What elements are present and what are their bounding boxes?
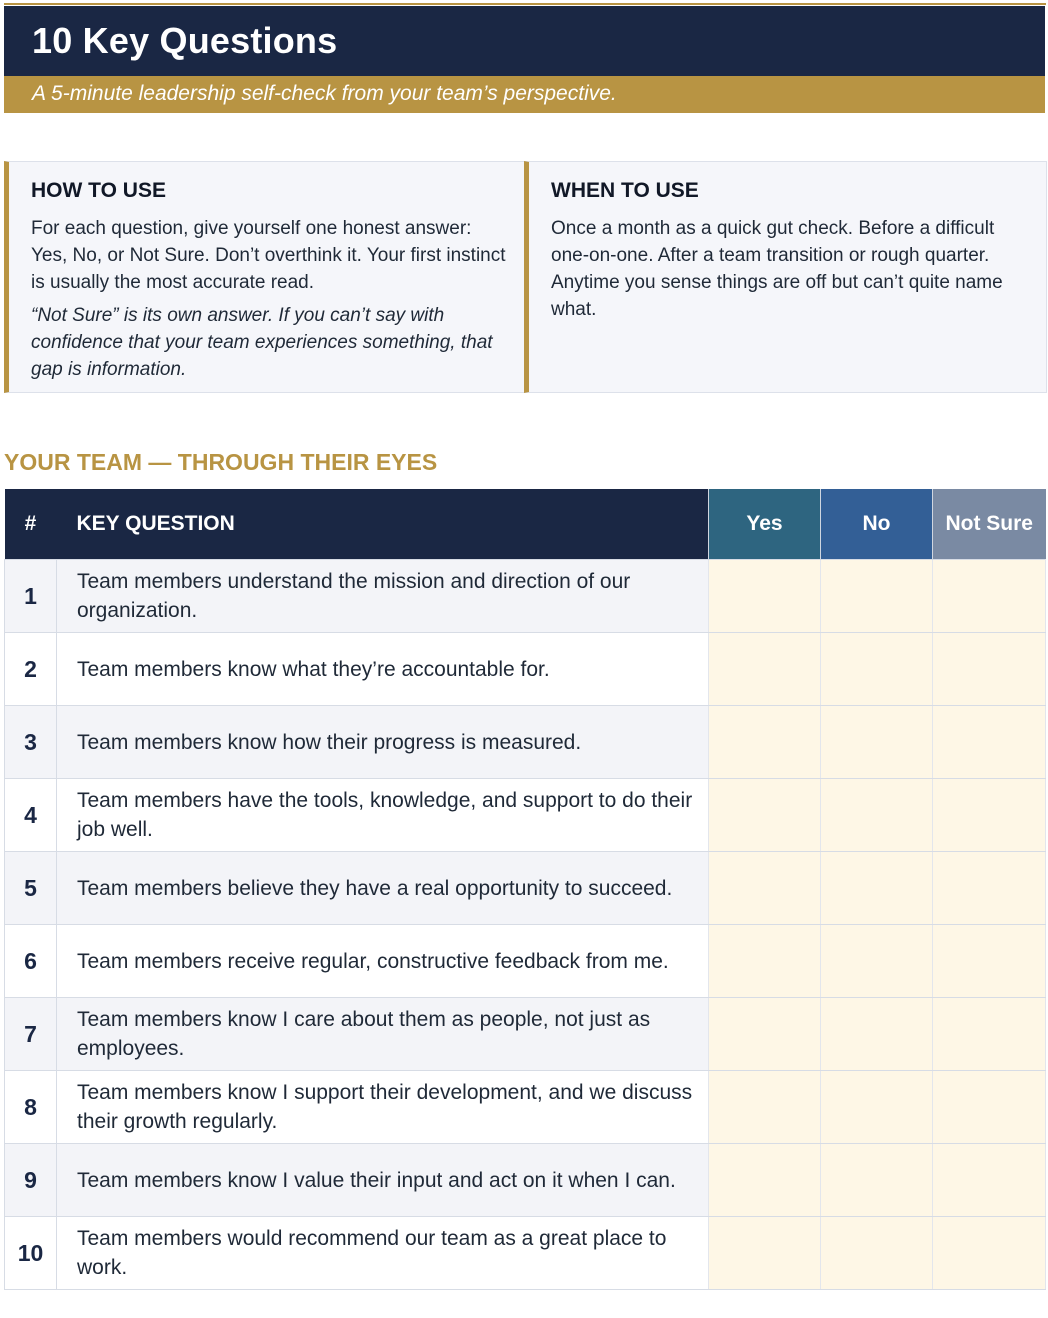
answer-no-cell[interactable]	[821, 560, 933, 633]
page-subtitle: A 5-minute leadership self-check from your team’s perspective.	[32, 82, 617, 105]
row-question: Team members know how their progress is measured.	[57, 706, 709, 779]
row-number: 2	[5, 633, 57, 706]
answer-yes-cell[interactable]	[709, 706, 821, 779]
answer-no-cell[interactable]	[821, 998, 933, 1071]
answer-not-sure-cell[interactable]	[933, 1071, 1046, 1144]
subtitle-bar	[4, 76, 1045, 113]
table-row	[5, 998, 1046, 1071]
table-row	[5, 925, 1046, 998]
when-to-use-body: Once a month as a quick gut check. Before a difficult one-on-one. After a team transition or rough quarter. Anytime you sense things are off but can’t quite name what.	[551, 218, 1003, 320]
how-to-use-heading: HOW TO USE	[31, 179, 166, 202]
table-row	[5, 852, 1046, 925]
how-to-use-card	[4, 161, 526, 393]
answer-no-cell[interactable]	[821, 706, 933, 779]
answer-no-cell[interactable]	[821, 1217, 933, 1290]
answer-yes-cell[interactable]	[709, 925, 821, 998]
row-question: Team members would recommend our team as a great place to work.	[57, 1217, 709, 1290]
answer-no-cell[interactable]	[821, 925, 933, 998]
answer-yes-cell[interactable]	[709, 1071, 821, 1144]
title-banner	[4, 6, 1045, 76]
row-question: Team members have the tools, knowledge, and support to do their job well.	[57, 779, 709, 852]
header-question: KEY QUESTION	[57, 489, 709, 560]
row-number: 5	[5, 852, 57, 925]
section-title: YOUR TEAM — THROUGH THEIR EYES	[4, 449, 438, 475]
answer-not-sure-cell[interactable]	[933, 1217, 1046, 1290]
answer-not-sure-cell[interactable]	[933, 925, 1046, 998]
table-row	[5, 1071, 1046, 1144]
answer-no-cell[interactable]	[821, 1071, 933, 1144]
top-accent-line	[4, 3, 1046, 5]
answer-no-cell[interactable]	[821, 852, 933, 925]
row-question: Team members know what they’re accountable for.	[57, 633, 709, 706]
row-question: Team members know I value their input and act on it when I can.	[57, 1144, 709, 1217]
header-not-sure: Not Sure	[933, 489, 1046, 560]
answer-yes-cell[interactable]	[709, 633, 821, 706]
row-number: 3	[5, 706, 57, 779]
table-row	[5, 1144, 1046, 1217]
answer-not-sure-cell[interactable]	[933, 779, 1046, 852]
answer-yes-cell[interactable]	[709, 852, 821, 925]
answer-no-cell[interactable]	[821, 633, 933, 706]
answer-not-sure-cell[interactable]	[933, 706, 1046, 779]
answer-not-sure-cell[interactable]	[933, 633, 1046, 706]
answer-yes-cell[interactable]	[709, 998, 821, 1071]
how-to-use-note: “Not Sure” is its own answer. If you can’t say with confidence that your team experiences something, that gap is information.	[31, 305, 493, 380]
row-number: 10	[5, 1217, 57, 1290]
when-to-use-card	[524, 161, 1047, 393]
table-row	[5, 1217, 1046, 1290]
answer-not-sure-cell[interactable]	[933, 560, 1046, 633]
answer-not-sure-cell[interactable]	[933, 1144, 1046, 1217]
answer-not-sure-cell[interactable]	[933, 852, 1046, 925]
page-title: 10 Key Questions	[32, 20, 338, 61]
answer-yes-cell[interactable]	[709, 1144, 821, 1217]
answer-no-cell[interactable]	[821, 1144, 933, 1217]
table-row	[5, 706, 1046, 779]
table-row	[5, 779, 1046, 852]
header-yes: Yes	[709, 489, 821, 560]
row-number: 9	[5, 1144, 57, 1217]
how-to-use-body: For each question, give yourself one honest answer: Yes, No, or Not Sure. Don’t overthink it. Your first instinct is usually the most accurate read.	[31, 218, 506, 293]
row-question: Team members understand the mission and direction of our organization.	[57, 560, 709, 633]
table-row	[5, 633, 1046, 706]
answer-yes-cell[interactable]	[709, 560, 821, 633]
row-question: Team members know I care about them as people, not just as employees.	[57, 998, 709, 1071]
header-no: No	[821, 489, 933, 560]
answer-not-sure-cell[interactable]	[933, 998, 1046, 1071]
answer-no-cell[interactable]	[821, 779, 933, 852]
row-number: 1	[5, 560, 57, 633]
row-number: 8	[5, 1071, 57, 1144]
table-header-row	[5, 489, 1046, 560]
header-number: #	[5, 489, 57, 560]
row-question: Team members receive regular, constructive feedback from me.	[57, 925, 709, 998]
row-number: 4	[5, 779, 57, 852]
row-number: 6	[5, 925, 57, 998]
questions-table	[4, 489, 1046, 1290]
row-question: Team members believe they have a real opportunity to succeed.	[57, 852, 709, 925]
answer-yes-cell[interactable]	[709, 1217, 821, 1290]
row-question: Team members know I support their development, and we discuss their growth regularly.	[57, 1071, 709, 1144]
answer-yes-cell[interactable]	[709, 779, 821, 852]
when-to-use-heading: WHEN TO USE	[551, 179, 699, 202]
row-number: 7	[5, 998, 57, 1071]
table-row	[5, 560, 1046, 633]
